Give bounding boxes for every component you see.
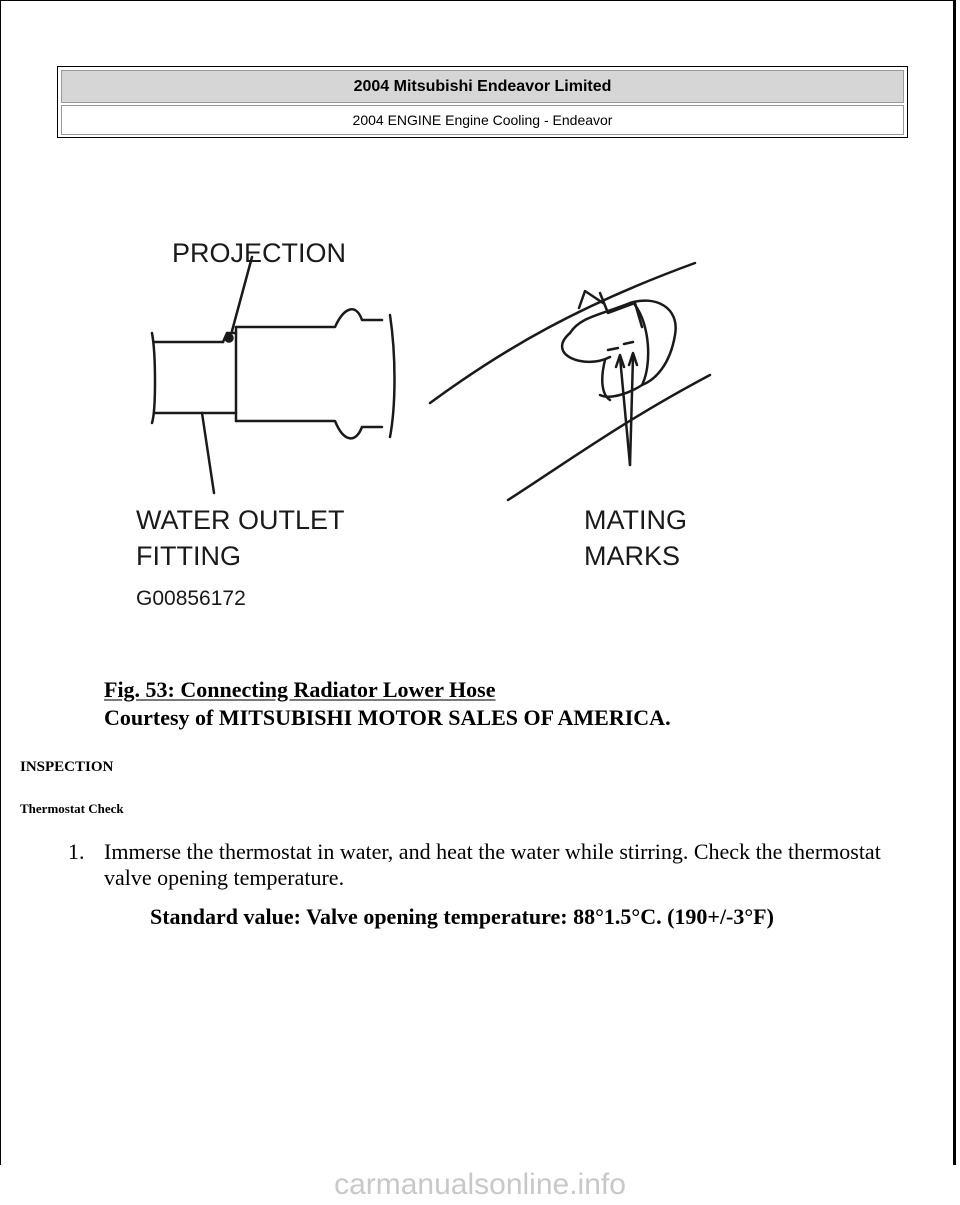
step-text: Immerse the thermostat in water, and heat the water while stirring. Check the thermostat valve opening temperature. bbox=[104, 839, 881, 890]
subsection-heading: Thermostat Check bbox=[20, 801, 124, 816]
figure-code: G00856172 bbox=[136, 587, 246, 610]
figure-caption-title[interactable]: Fig. 53: Connecting Radiator Lower Hose bbox=[104, 677, 496, 702]
right-hose-drawing bbox=[430, 263, 710, 500]
step-number: 1. bbox=[68, 839, 85, 864]
hose-diagram-svg bbox=[130, 205, 750, 625]
mating-marks-label-line2: MARKS bbox=[584, 541, 681, 571]
header-title: 2004 Mitsubishi Endeavor Limited bbox=[61, 70, 904, 103]
left-hose-drawing bbox=[152, 257, 395, 493]
figure-caption-courtesy: Courtesy of MITSUBISHI MOTOR SALES OF AMERICA. bbox=[104, 705, 671, 730]
header-subtitle: 2004 ENGINE Engine Cooling - Endeavor bbox=[61, 105, 904, 135]
figure-caption bbox=[104, 676, 671, 732]
step-item bbox=[68, 839, 898, 891]
hose-diagram bbox=[130, 205, 750, 625]
document-header bbox=[57, 66, 908, 138]
water-outlet-label-line1: WATER OUTLET bbox=[136, 505, 345, 535]
water-outlet-label-line2: FITTING bbox=[136, 541, 241, 571]
mating-marks-label-line1: MATING bbox=[584, 505, 687, 535]
section-heading: INSPECTION bbox=[20, 759, 114, 775]
footer-watermark: carmanualsonline.info bbox=[334, 1168, 626, 1201]
projection-label: PROJECTION bbox=[172, 238, 347, 268]
standard-value: Standard value: Valve opening temperature: 88°1.5°C. (190+/-3°F) bbox=[150, 904, 774, 929]
